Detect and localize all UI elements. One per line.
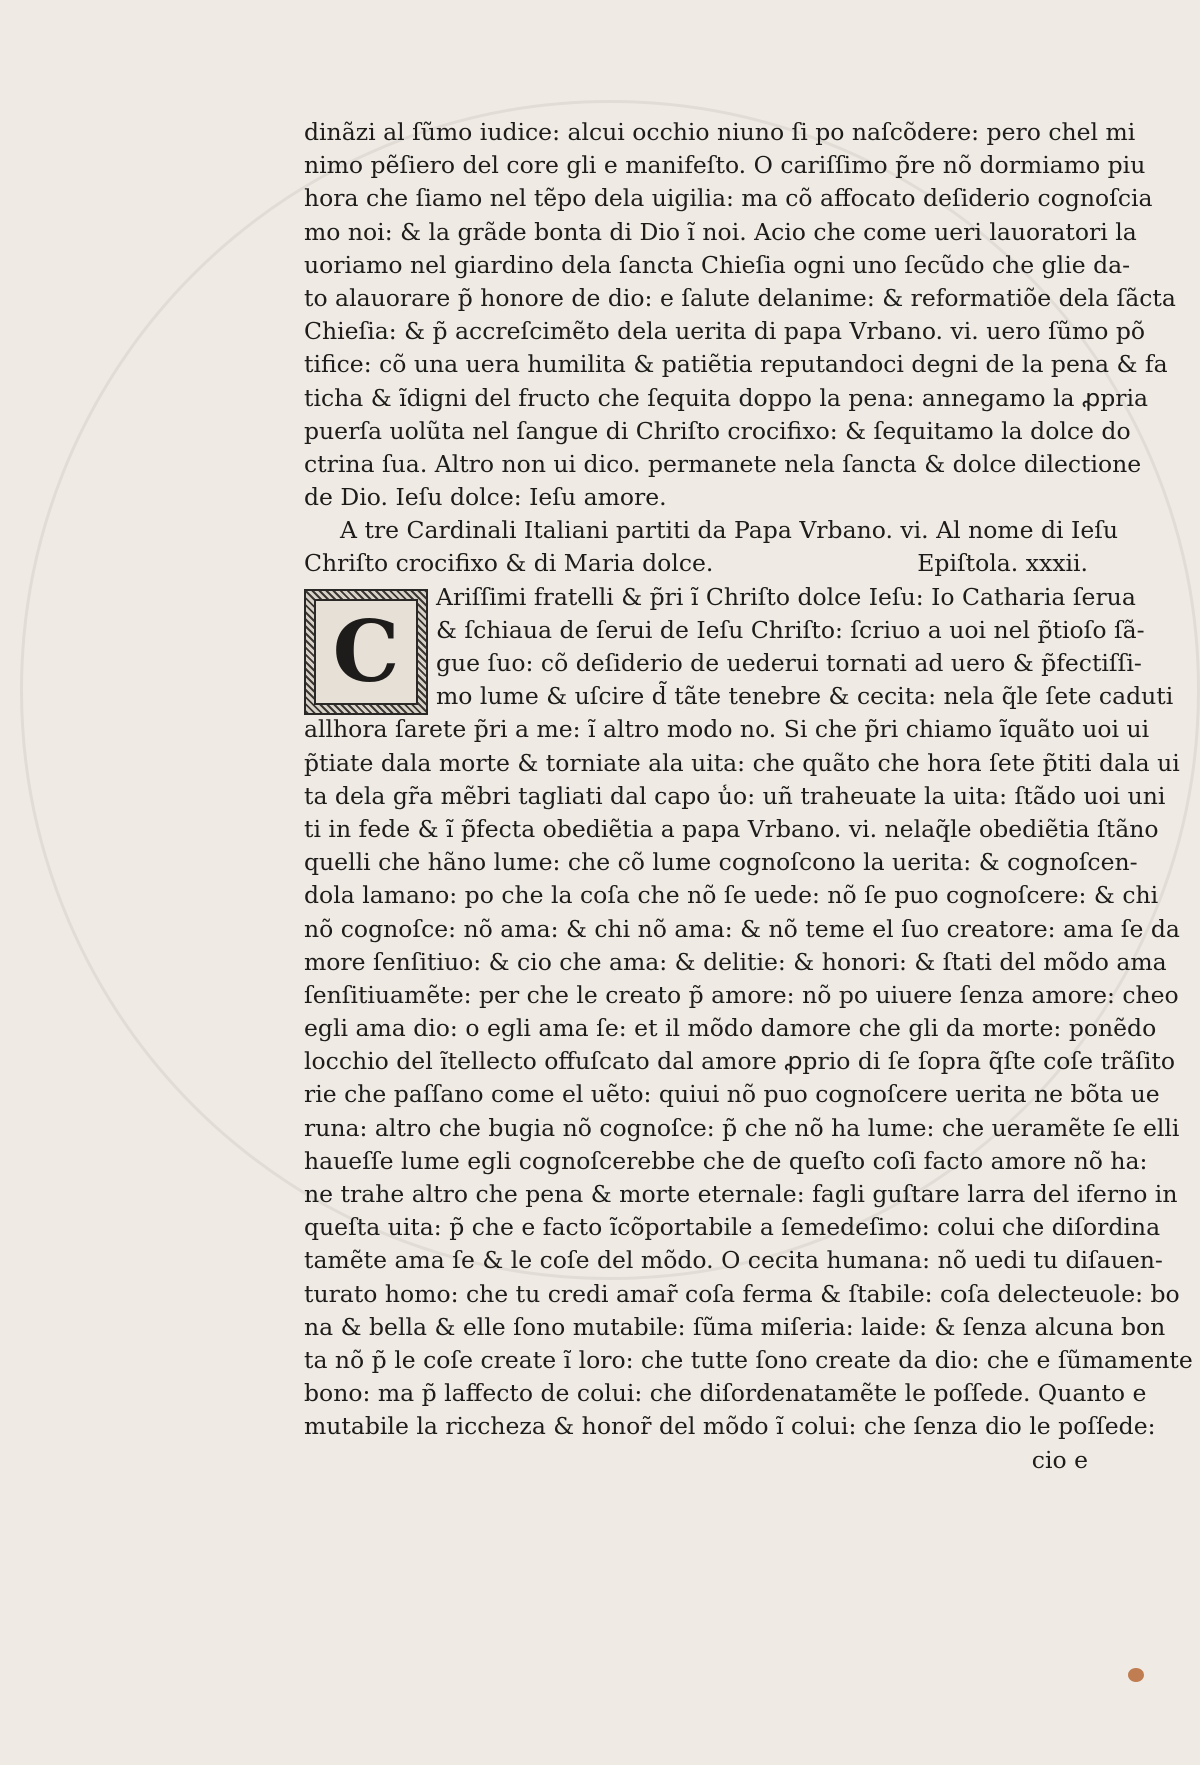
- heading-line-2: [304, 547, 1088, 580]
- text-line: Ariſſimi fratelli & p̃ri ĩ Chriſto dolce Ieſu: Io Catharia ſerua: [436, 582, 1136, 611]
- text-line: ticha & ĩdigni del fructo che ſequita doppo la pena: annegamo la ꝓpria: [304, 383, 1149, 412]
- text-line: & ſchiaua de ſerui de Ieſu Chriſto: ſcriuo a uoi nel p̃tioſo ſã-: [436, 615, 1145, 644]
- text-line: runa: altro che bugia nõ cognoſce: p̃ che nõ ha lume: che ueramẽte ſe elli: [304, 1113, 1180, 1142]
- text-line: mo noi: & la grãde bonta di Dio ĩ noi. Acio che come ueri lauoratori la: [304, 217, 1137, 246]
- letter-ending: [304, 116, 1176, 514]
- text-line: quelli che hãno lume: che cõ lume cognoſcono la uerita: & cognoſcen-: [304, 848, 1138, 877]
- text-line: locchio del ĩtellecto offuſcato dal amore ꝓprio di ſe ſopra q̃ſte coſe trãſito: [304, 1047, 1175, 1076]
- catchword: cio e: [1031, 1445, 1088, 1474]
- text-line: na & bella & elle ſono mutabile: ſũma miſeria: laide: & ſenza alcuna bon: [304, 1312, 1166, 1341]
- text-line: ctrina ſua. Altro non ui dico. permanete nela ſancta & dolce dilectione: [304, 449, 1142, 478]
- text-line: haueſſe lume egli cognoſcerebbe che de queſto coſi facto amore nõ ha:: [304, 1146, 1148, 1175]
- text-block: [304, 116, 1193, 1477]
- heading-address: Chriſto crocifixo & di Maria dolce.: [304, 549, 714, 578]
- text-line: mo lume & uſcire d̃ tãte tenebre & cecita: nela q̃le ſete caduti: [436, 682, 1174, 711]
- text-line: p̃tiate dala morte & torniate ala uita: che quãto che hora ſete p̃titi dala ui: [304, 748, 1180, 777]
- heading-line-1: A tre Cardinali Italiani partiti da Papa Vrbano. vi. Al nome di Ieſu: [340, 516, 1119, 545]
- text-line: bono: ma p̃ laffecto de colui: che diſordenatamẽte le poſſede. Quanto e: [304, 1379, 1147, 1408]
- letter-body: [304, 713, 1193, 1443]
- text-line: ta nõ p̃ le coſe create ĩ loro: che tutte ſono create da dio: che e ſũmamente: [304, 1345, 1193, 1374]
- text-line: de Dio. Ieſu dolce: Ieſu amore.: [304, 483, 667, 512]
- text-line: tamẽte ama ſe & le coſe del mõdo. O cecita humana: nõ uedi tu diſauen-: [304, 1246, 1163, 1275]
- text-line: tifice: cõ una uera humilita & patiẽtia reputandoci degni de la pena & fa: [304, 350, 1168, 379]
- text-line: dinãzi al ſũmo iudice: alcui occhio niuno ſi po naſcõdere: pero chel mi: [304, 118, 1136, 146]
- text-line: queſta uita: p̃ che e facto ĩcõportabile a ſemedeſimo: colui che diſordina: [304, 1213, 1161, 1242]
- text-line: egli ama dio: o egli ama ſe: et il mõdo damore che gli da morte: ponẽdo: [304, 1014, 1157, 1043]
- text-line: rie che paſſano come el uẽto: quiui nõ puo cognoſcere uerita ne bõta ue: [304, 1080, 1160, 1109]
- decorated-initial: [304, 589, 428, 715]
- text-line: Chieſia: & p̃ accreſcimẽto dela uerita di papa Vrbano. vi. uero ſũmo põ: [304, 317, 1146, 346]
- text-line: hora che ſiamo nel tẽpo dela uigilia: ma cõ affocato deſiderio cognoſcia: [304, 184, 1153, 213]
- faint-folio-mark: [360, 96, 430, 110]
- text-line: dola lamano: po che la coſa che nõ ſe uede: nõ ſe puo cognoſcere: & chi: [304, 881, 1159, 910]
- text-line: ti in fede & ĩ p̃fecta obediẽtia a papa Vrbano. vi. nelaq̃le obediẽtia ſtãno: [304, 814, 1159, 843]
- text-line: nimo pẽſiero del core gli e manifeſto. O cariſſimo p̃re nõ dormiamo piu: [304, 151, 1146, 180]
- text-line: nõ cognoſce: nõ ama: & chi nõ ama: & nõ teme el ſuo creatore: ama ſe da: [304, 914, 1180, 943]
- text-line: allhora ſarete p̃ri a me: ĩ altro modo no. Si che p̃ri chiamo ĩquãto uoi ui: [304, 715, 1150, 744]
- initial-letter: C: [332, 601, 400, 701]
- text-line: to alauorare p̃ honore de dio: e ſalute delanime: & reformatiõe dela ſãcta: [304, 283, 1176, 312]
- text-line: turato homo: che tu credi amar̃ coſa ferma & ſtabile: coſa delecteuole: bo: [304, 1279, 1180, 1308]
- text-line: ſenſitiuamẽte: per che le creato p̃ amore: nõ po uiuere ſenza amore: cheo: [304, 980, 1179, 1009]
- initial-paragraph-start: [304, 581, 1174, 714]
- text-line: ne trahe altro che pena & morte eternale: fagli guſtare larra del iferno in: [304, 1180, 1178, 1208]
- text-line: ta dela gr̃a mẽbri tagliati dal capo u̾o: uñ traheuate la uita: ſtãdo uoi uni: [304, 781, 1166, 810]
- text-line: mutabile la riccheza & honor̃ del mõdo ĩ colui: che ſenza dio le poſſede:: [304, 1412, 1156, 1441]
- ink-stain: [1128, 1668, 1144, 1682]
- epistola-number: Epiſtola. xxxii.: [917, 549, 1088, 578]
- text-line: gue ſuo: cõ deſiderio de uederui tornati ad uero & p̃fectiſſi-: [436, 649, 1142, 677]
- text-line: more ſenſitiuo: & cio che ama: & delitie: & honori: & ſtati del mõdo ama: [304, 947, 1167, 976]
- text-line: puerſa uolũta nel ſangue di Chriſto crocifixo: & ſequitamo la dolce do: [304, 416, 1131, 445]
- text-line: uoriamo nel giardino dela ſancta Chieſia ogni uno ſecũdo che glie da-: [304, 250, 1131, 279]
